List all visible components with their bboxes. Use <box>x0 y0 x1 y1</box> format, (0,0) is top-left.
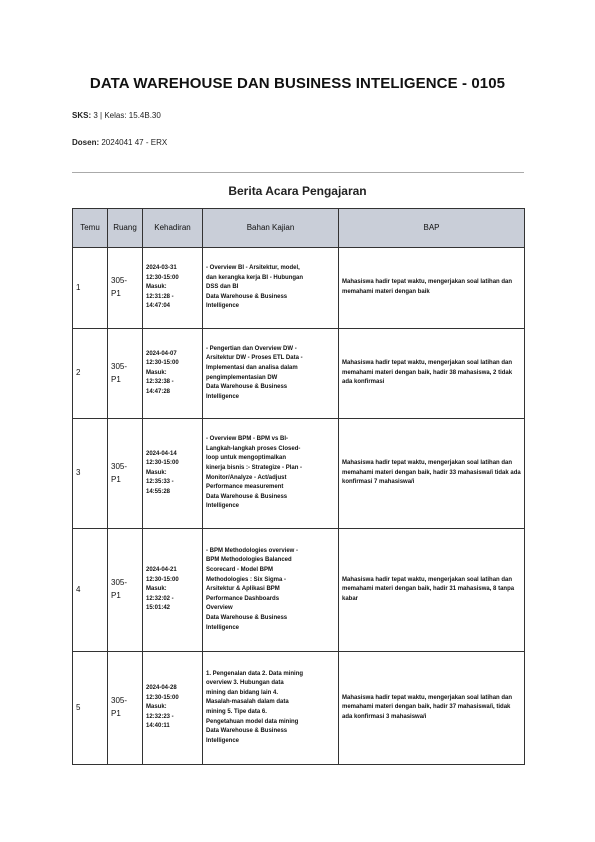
table-header-row <box>73 209 525 248</box>
section-title: Berita Acara Pengajaran <box>228 184 367 198</box>
cell-kehadiran: 2024-04-28 12:30-15:00 Masuk: 12:32:23 - 14:40:11 <box>143 652 203 765</box>
cell-ruang: 305- P1 <box>108 248 143 329</box>
table-row <box>73 419 525 529</box>
cell-kehadiran: 2024-04-21 12:30-15:00 Masuk: 12:32:02 - 15:01:42 <box>143 529 203 652</box>
cell-temu: 1 <box>73 248 108 329</box>
table-row <box>73 248 525 329</box>
cell-temu: 3 <box>73 419 108 529</box>
header-bahan-kajian: Bahan Kajian <box>203 209 339 248</box>
cell-bap: Mahasiswa hadir tepat waktu, mengerjakan soal latihan dan memahami materi dengan baik, hadir 33 mahasiswa/i tidak ada konfirmasi 7 mahasiswa/i <box>339 419 525 529</box>
cell-kehadiran: 2024-04-14 12:30-15:00 Masuk: 12:35:33 - 14:55:28 <box>143 419 203 529</box>
cell-ruang: 305- P1 <box>108 529 143 652</box>
sks-value: 3 | Kelas: 15.4B.30 <box>93 111 161 120</box>
cell-ruang: 305- P1 <box>108 419 143 529</box>
sks-label: SKS: <box>72 111 92 120</box>
table-row <box>73 652 525 765</box>
cell-bahan-kajian: - Overview BI - Arsitektur, model, dan kerangka kerja BI - Hubungan DSS dan BI Data Warehouse & Business Intelligence <box>203 248 339 329</box>
cell-bap: Mahasiswa hadir tepat waktu, mengerjakan soal latihan dan memahami materi dengan baik, hadir 31 mahasiswa, 8 tanpa kabar <box>339 529 525 652</box>
header-bap: BAP <box>339 209 525 248</box>
dosen-value: 2024041 47 - ERX <box>101 138 168 147</box>
cell-bahan-kajian: - Overview BPM - BPM vs BI- Langkah-langkah proses Closed- loop untuk mengoptimalkan kinerja bisnis :- Strategize - Plan - Monitor/Analyze - Act/adjust Performance measurement Data Warehouse & Business Intelligence <box>203 419 339 529</box>
dosen-label: Dosen: <box>72 138 100 147</box>
cell-ruang: 305- P1 <box>108 329 143 419</box>
cell-temu: 5 <box>73 652 108 765</box>
dosen-line <box>72 138 167 147</box>
cell-bap: Mahasiswa hadir tepat waktu, mengerjakan soal latihan dan memahami materi dengan baik, hadir 38 mahasiswa, 2 tidak ada konfirmasi <box>339 329 525 419</box>
divider <box>72 172 524 173</box>
cell-bap: Mahasiswa hadir tepat waktu, mengerjakan soal latihan dan memahami materi dengan baik, hadir 37 mahasiswa/i, tidak ada konfirmasi 3 mahasiswa/i <box>339 652 525 765</box>
header-kehadiran: Kehadiran <box>143 209 203 248</box>
course-title: DATA WAREHOUSE DAN BUSINESS INTELIGENCE - 0105 <box>89 75 506 92</box>
cell-bahan-kajian: 1. Pengenalan data 2. Data mining overview 3. Hubungan data mining dan bidang lain 4. Masalah-masalah dalam data mining 5. Tipe data 6. Pengetahuan model data mining Data Warehouse & Business Intelligence <box>203 652 339 765</box>
cell-temu: 4 <box>73 529 108 652</box>
cell-temu: 2 <box>73 329 108 419</box>
bap-table <box>72 208 525 765</box>
cell-kehadiran: 2024-03-31 12:30-15:00 Masuk: 12:31:28 - 14:47:04 <box>143 248 203 329</box>
table-row <box>73 529 525 652</box>
cell-bahan-kajian: - Pengertian dan Overview DW - Arsitektur DW - Proses ETL Data - Implementasi dan analisa dalam pengimplementasian DW Data Warehouse & Business Intelligence <box>203 329 339 419</box>
sks-line <box>72 111 161 120</box>
cell-bap: Mahasiswa hadir tepat waktu, mengerjakan soal latihan dan memahami materi dengan baik <box>339 248 525 329</box>
cell-kehadiran: 2024-04-07 12:30-15:00 Masuk: 12:32:38 - 14:47:28 <box>143 329 203 419</box>
cell-bahan-kajian: - BPM Methodologies overview - BPM Methodologies Balanced Scorecard - Model BPM Methodologies : Six Sigma - Arsitektur & Aplikasi BPM Performance Dashboards Overview Data Warehouse & Business Intelligence <box>203 529 339 652</box>
header-ruang: Ruang <box>108 209 143 248</box>
header-temu: Temu <box>73 209 108 248</box>
table-row <box>73 329 525 419</box>
cell-ruang: 305- P1 <box>108 652 143 765</box>
